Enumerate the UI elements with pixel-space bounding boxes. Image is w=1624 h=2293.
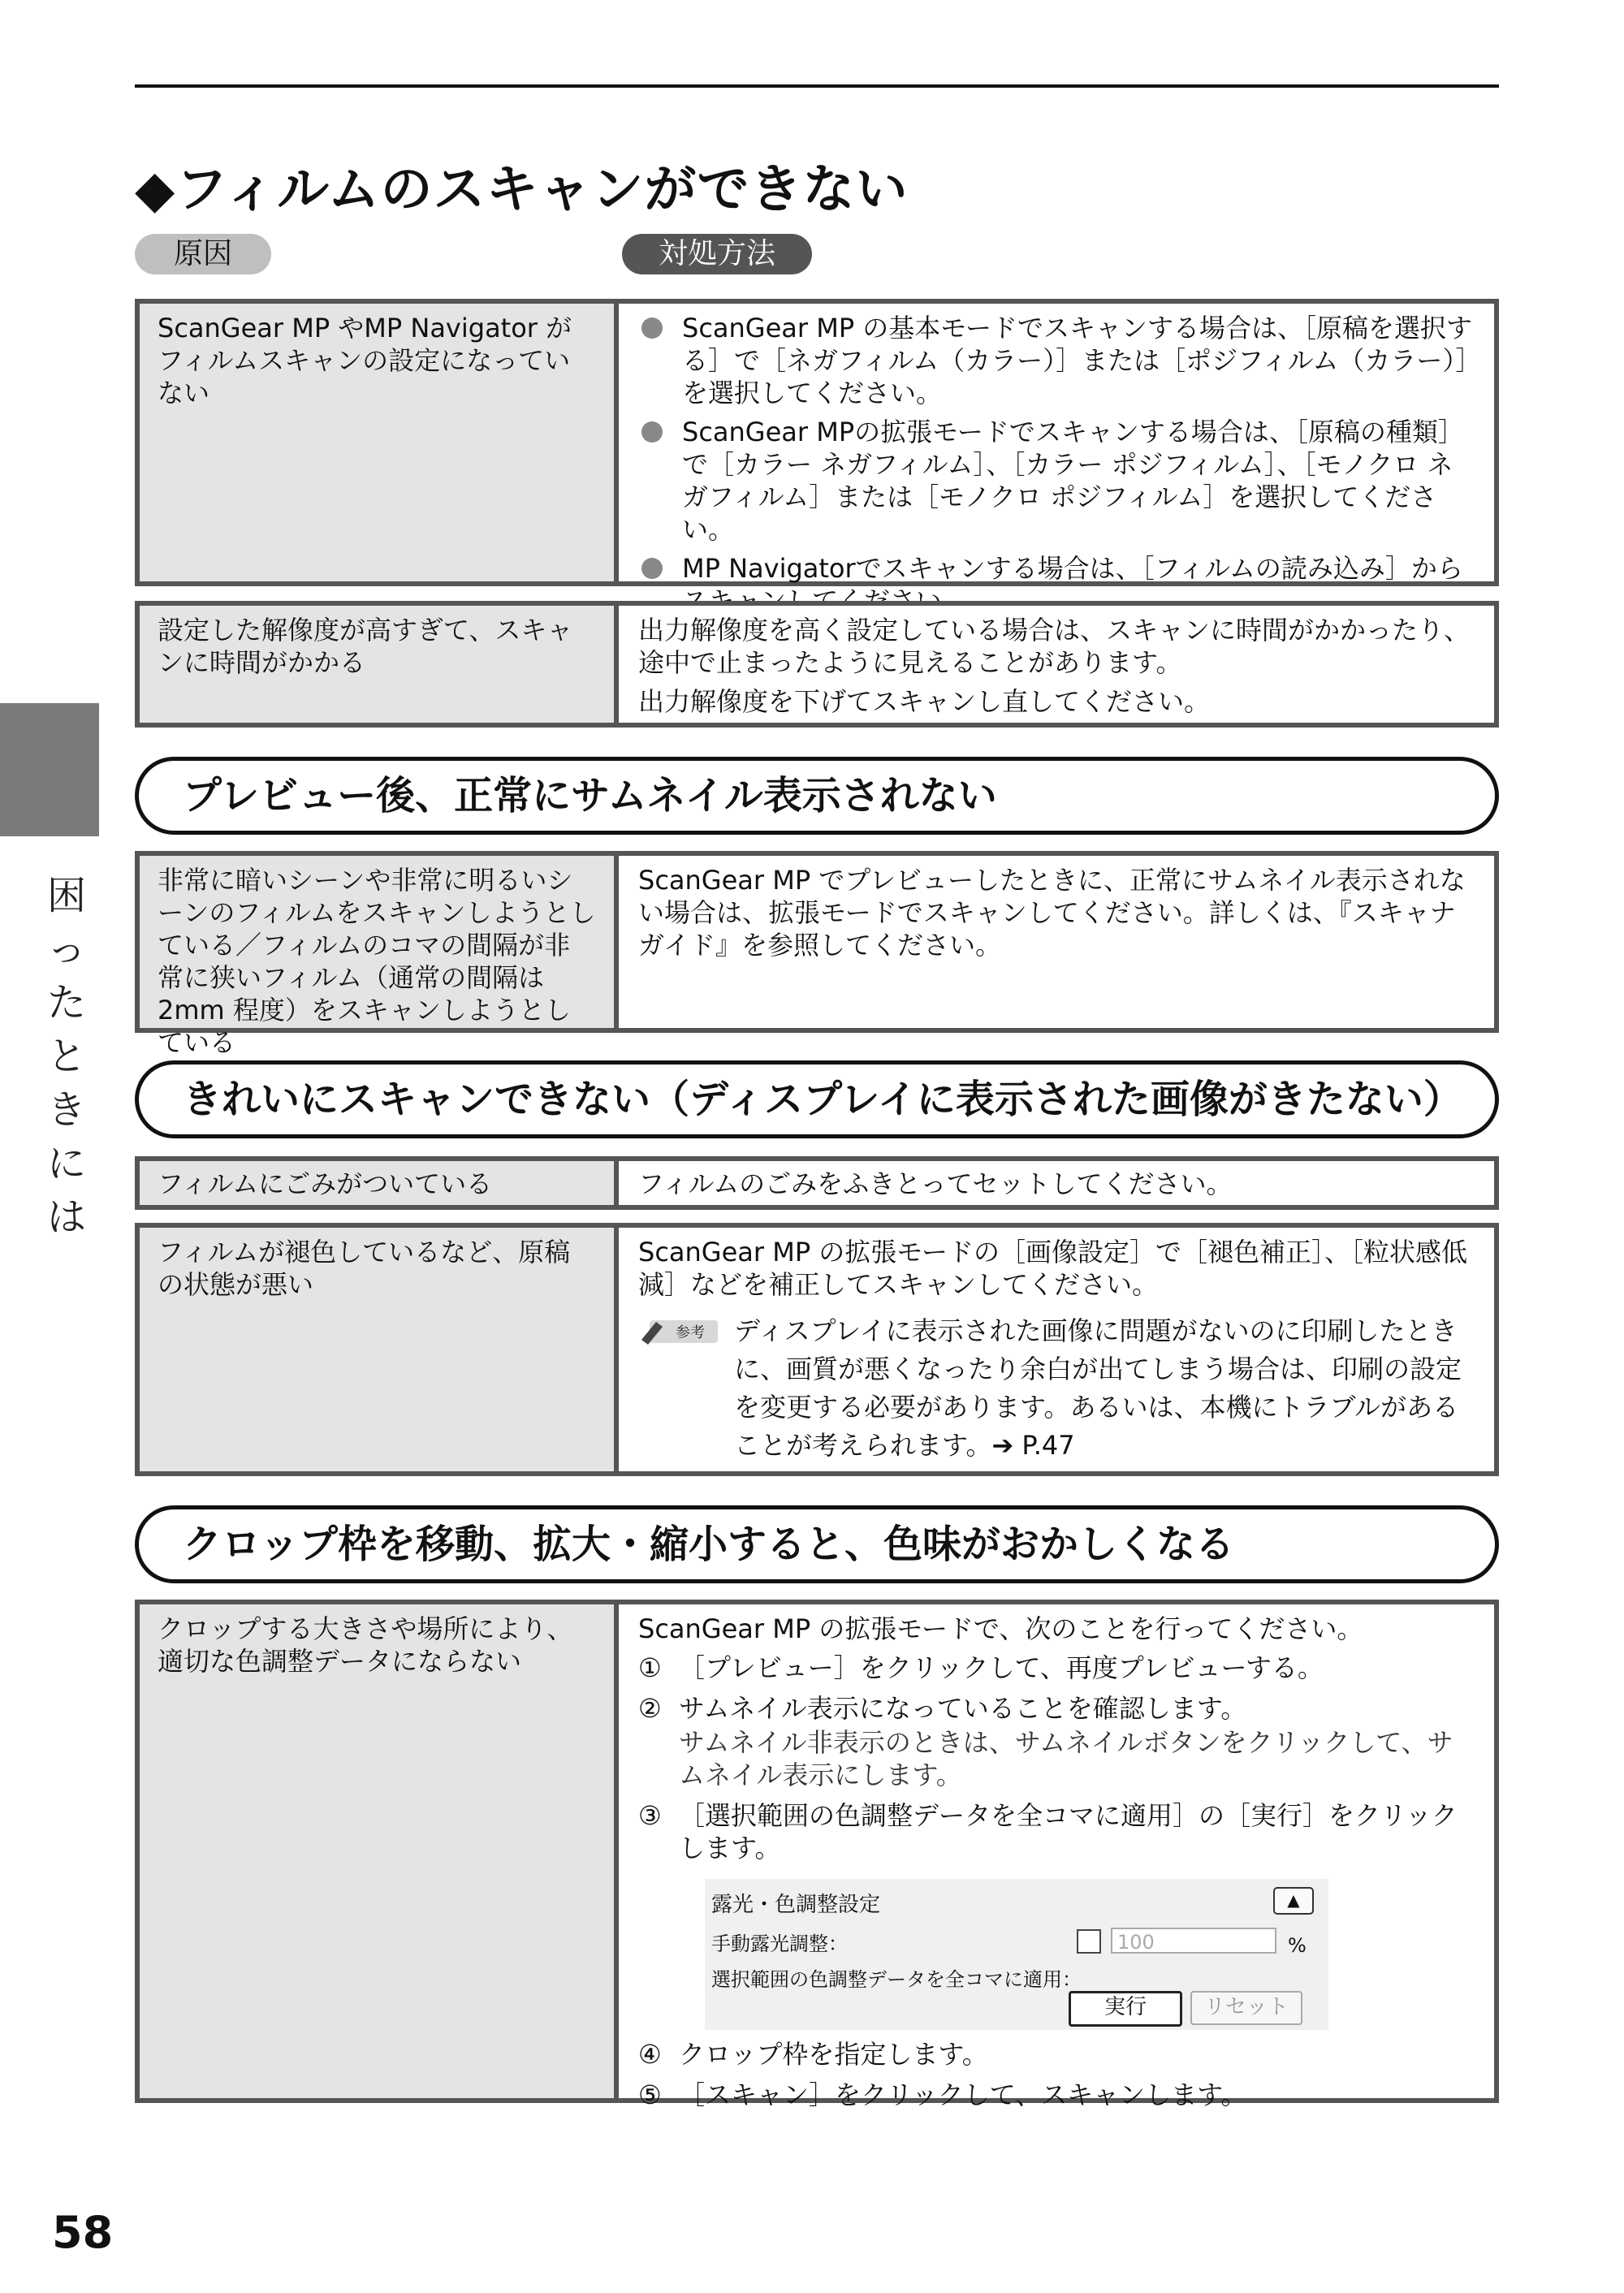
fix-cell: [619, 606, 1494, 723]
list-item: MP Navigatorでスキャンする場合は、［フィルムの読み込み］から: [638, 552, 1476, 617]
section-title: プレビュー後、正常にサムネイル表示されない: [183, 773, 997, 818]
fix-cell: [619, 304, 1494, 584]
fix-cell: ScanGear MP でプレビューしたときに、正常にサムネイル表示されない場合は、拡張モードでスキャンしてください。詳しくは、『スキャナガイド』を参照してください。: [638, 865, 1466, 961]
reset-button[interactable]: リセット: [1190, 1991, 1302, 2025]
fix-intro: ScanGear MP の拡張モードで、次のことを行ってください。: [638, 1613, 1363, 1644]
exposure-settings-panel: [705, 1879, 1328, 2030]
bullet-icon: [641, 558, 663, 579]
panel-title: 露光・色調整設定: [711, 1893, 881, 1917]
table-row: [135, 1156, 1499, 1210]
collapse-button[interactable]: ▲: [1273, 1887, 1314, 1915]
cause-cell: 非常に暗いシーンや非常に明るいシーンのフィルムをスキャンしようとしている／フィルムのコマの間隔が非常に狭いフィルム（通常の間隔は 2mm 程度）をスキャンしようとしている: [140, 856, 619, 1028]
cause-cell: 設定した解像度が高すぎて、スキャンに時間がかかる: [140, 606, 619, 723]
fix-cell: [619, 1228, 1494, 1471]
page-title: ◆フィルムのスキャンができない: [135, 160, 909, 220]
fix-cell: フィルムのごみをふきとってセットしてください。: [638, 1168, 1233, 1199]
section-heading: [135, 757, 1499, 835]
reference-icon: [638, 1312, 734, 1465]
step-item: ① ［プレビュー］をクリックして、再度プレビューする。: [638, 1652, 1324, 1683]
apply-all-label: 選択範囲の色調整データを全コマに適用：: [711, 1968, 1082, 1991]
reference-note: [638, 1312, 1476, 1465]
table-row: [135, 851, 1499, 1058]
cause-cell: クロップする大きさや場所により、適切な色調整データにならない: [140, 1604, 619, 2098]
section-title: きれいにスキャンできない（ディスプレイに表示された画像がきたない）: [183, 1077, 1462, 1122]
section-title: クロップ枠を移動、拡大・縮小すると、色味がおかしくなる: [183, 1522, 1235, 1567]
cause-cell: フィルムにごみがついている: [140, 1161, 619, 1205]
bullet-icon: [641, 317, 663, 339]
table-row: [135, 1600, 1499, 2110]
cause-cell: ScanGear MP やMP Navigator がフィルムスキャンの設定になっていない: [140, 304, 619, 581]
fix-text: ScanGear MP の拡張モードの［画像設定］で［褪色補正］、［粒状感低減］などを補正してスキャンしてください。: [638, 1237, 1468, 1300]
exposure-value-input[interactable]: 100: [1111, 1928, 1276, 1954]
chapter-tab: [0, 703, 99, 836]
section-heading: [135, 1505, 1499, 1583]
table-row: [135, 299, 1499, 586]
step-item: ② サムネイル表示になっていることを確認します。: [638, 1693, 1247, 1724]
page-number: 58: [52, 2207, 114, 2258]
fix-cell: [619, 1604, 1494, 2110]
run-button[interactable]: 実行: [1069, 1991, 1182, 2027]
bullet-icon: [641, 421, 663, 443]
section-heading: [135, 1060, 1499, 1138]
list-item: ScanGear MPの拡張モードでスキャンする場合は、［原稿の種類］で［カラー ネガフィルム］、［カラー ポジフィルム］、［モノクロ ネガフィルム］または［モノクロ ポジフィルム］を選択してください。: [638, 416, 1476, 546]
step-note: サムネイル非表示のときは、サムネイルボタンをクリックして、サムネイル表示にします。: [679, 1727, 1453, 1790]
percent-unit: %: [1288, 1934, 1307, 1957]
cause-cell: フィルムが褪色しているなど、原稿の状態が悪い: [140, 1228, 619, 1471]
chapter-label: 困ったときには: [46, 873, 86, 1240]
step-item: ⑤ ［スキャン］をクリックして、スキャンします。: [638, 2079, 1247, 2110]
cause-label: 原因: [135, 234, 271, 274]
fix-label: 対処方法: [622, 234, 812, 274]
step-item: ③ ［選択範囲の色調整データを全コマに適用］の［実行］をクリックします。: [638, 1800, 1458, 1863]
manual-exposure-checkbox[interactable]: [1077, 1929, 1101, 1954]
reference-icon-label: 参考: [676, 1324, 705, 1341]
note-text: ディスプレイに表示された画像に問題がないのに印刷したときに、画質が悪くなったり余白が出てしまう場合は、印刷の設定を変更する必要があります。あるいは、本機にトラブルがあることが考えられます。➔ P.47: [734, 1315, 1462, 1461]
fix-text: 出力解像度を高く設定している場合は、スキャンに時間がかかったり、途中で止まったように見えることがあります。: [638, 615, 1471, 678]
manual-exposure-label: 手動露光調整：: [711, 1932, 848, 1955]
table-row: [135, 601, 1499, 728]
top-rule: [135, 84, 1499, 88]
fix-text: 出力解像度を下げてスキャンし直してください。: [638, 686, 1211, 717]
step-item: ④ クロップ枠を指定します。: [638, 2039, 988, 2070]
list-item: ScanGear MP の基本モードでスキャンする場合は、［原稿を選択する］で［ネガフィルム（カラー）］または［ポジフィルム（カラー）］を選択してください。: [638, 312, 1476, 409]
table-row: [135, 1223, 1499, 1476]
